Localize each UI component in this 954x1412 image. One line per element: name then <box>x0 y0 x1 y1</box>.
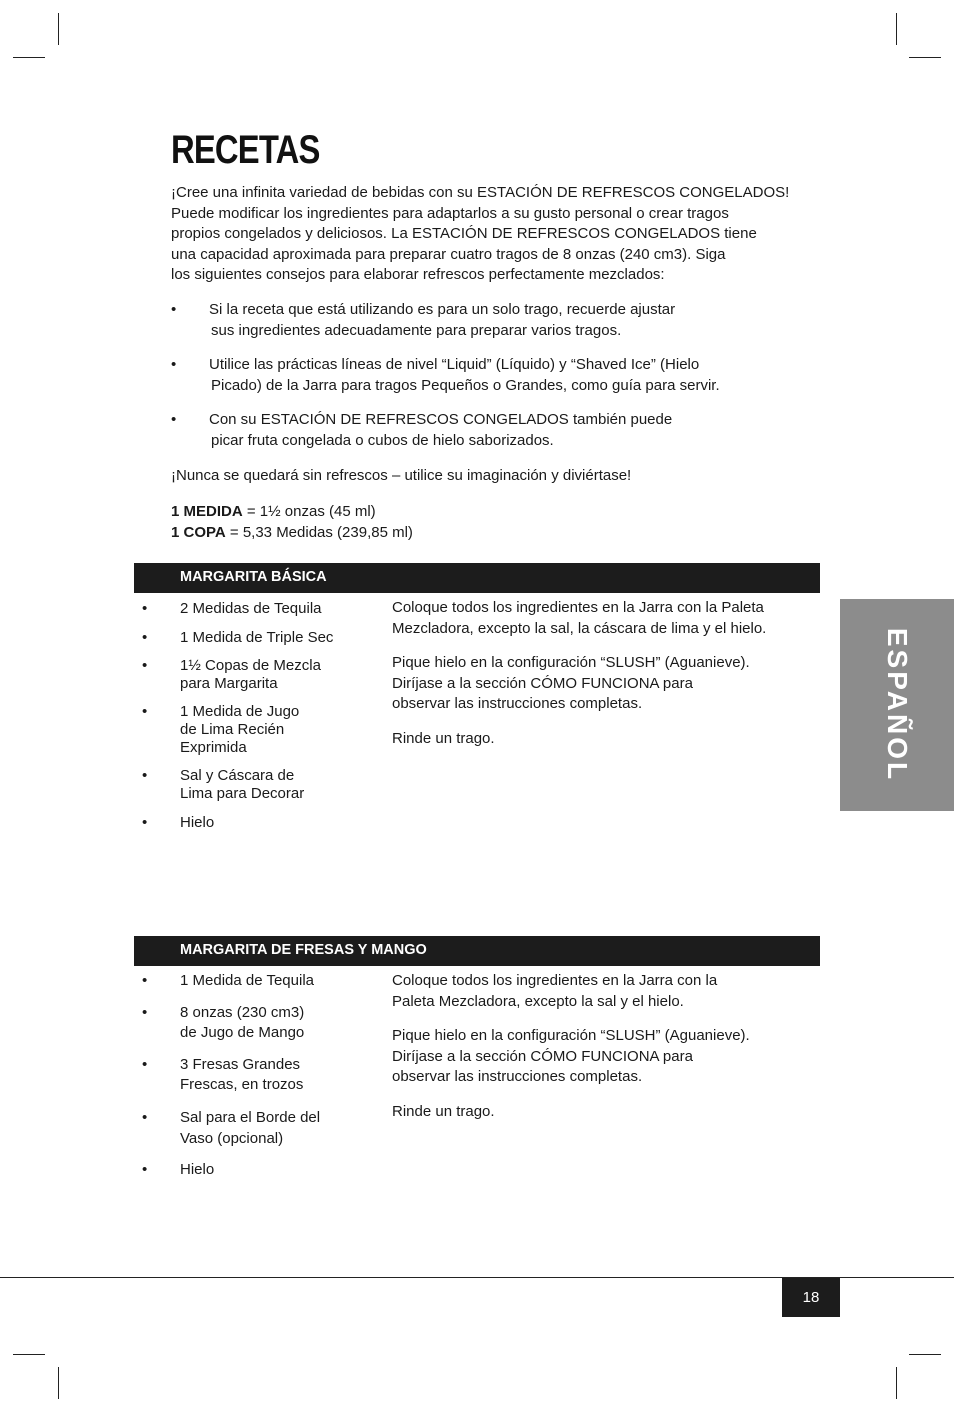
language-tab <box>840 599 954 811</box>
ingredient-list <box>142 972 372 1179</box>
measure-label: 1 COPA <box>171 524 226 541</box>
instruction-line: observar las instrucciones completas. <box>392 695 643 712</box>
ingredient-line: Lima para Decorar <box>180 785 305 802</box>
bullet: • <box>142 1004 148 1021</box>
ingredient-line: de Lima Recién <box>180 721 285 738</box>
ingredient-line: Hielo <box>180 814 215 831</box>
ingredient-line: de Jugo de Mango <box>180 1024 305 1041</box>
instruction-paragraph <box>392 653 792 715</box>
ingredient-line: para Margarita <box>180 675 278 692</box>
ingredient-line: 8 onzas (230 cm3) <box>180 1004 305 1021</box>
crop-mark <box>13 1354 45 1355</box>
instruction-paragraph <box>392 971 792 1012</box>
crop-mark <box>13 57 45 58</box>
instruction-paragraph <box>392 1026 792 1088</box>
instruction-line: Pique hielo en la configuración “SLUSH” (Aguanieve). <box>392 1027 750 1044</box>
tip-line: Si la receta que está utilizando es para un solo trago, recuerde ajustar <box>209 301 676 318</box>
bullet: • <box>171 356 177 373</box>
bullet: • <box>142 657 148 674</box>
instruction-paragraph <box>392 1102 792 1123</box>
crop-mark <box>909 1354 941 1355</box>
measure-value: = 5,33 Medidas (239,85 ml) <box>225 524 413 541</box>
bullet: • <box>142 600 148 617</box>
bullet: • <box>142 1056 148 1073</box>
crop-mark <box>58 1367 59 1399</box>
instruction-line: Rinde un trago. <box>392 729 495 747</box>
bullet: • <box>171 301 177 318</box>
ingredient-line: 2 Medidas de Tequila <box>180 600 322 617</box>
recipe-title: MARGARITA BÁSICA <box>180 569 327 585</box>
tip-item <box>171 300 771 341</box>
intro-line: una capacidad aproximada para preparar cuatro tragos de 8 onzas (240 cm3). Siga <box>171 245 726 263</box>
ingredient-line: 1 Medida de Triple Sec <box>180 629 334 646</box>
intro-line: los siguientes consejos para elaborar refrescos perfectamente mezclados: <box>171 266 665 283</box>
list-item <box>142 972 372 990</box>
measure-row <box>171 522 413 543</box>
bullet: • <box>142 629 148 646</box>
tip-line: picar fruta congelada o cubos de hielo saborizados. <box>211 431 554 449</box>
recipe-title: MARGARITA DE FRESAS Y MANGO <box>180 942 427 958</box>
bullet: • <box>142 814 148 831</box>
tip-line: sus ingredientes adecuadamente para preparar varios tragos. <box>211 321 622 339</box>
ingredient-line: 1 Medida de Tequila <box>180 972 314 989</box>
list-item <box>142 1161 372 1179</box>
intro-line: Puede modificar los ingredientes para adaptarlos a su gusto personal o crear tragos <box>171 204 729 222</box>
bullet: • <box>142 1161 148 1178</box>
ingredient-line: Sal para el Borde del <box>180 1109 321 1126</box>
crop-mark <box>896 13 897 45</box>
crop-mark <box>58 13 59 45</box>
recipe-header <box>134 563 820 593</box>
instruction-line: Coloque todos los ingredientes en la Jarra con la <box>392 972 718 989</box>
instruction-line: Rinde un trago. <box>392 1102 495 1120</box>
language-tab-label: ESPAÑOL <box>882 627 913 783</box>
list-item <box>142 814 372 832</box>
ingredient-line: Frescas, en trozos <box>180 1076 304 1093</box>
list-item <box>142 1107 372 1149</box>
measure-label: 1 MEDIDA <box>171 503 243 520</box>
crop-mark <box>896 1367 897 1399</box>
bullet: • <box>171 411 177 428</box>
ingredient-line: 1½ Copas de Mezcla <box>180 657 321 674</box>
ingredient-list <box>142 600 372 832</box>
list-item <box>142 703 372 757</box>
list-item <box>142 1055 372 1095</box>
instruction-line: Pique hielo en la configuración “SLUSH” (Aguanieve). <box>392 654 750 671</box>
tip-item <box>171 410 771 451</box>
instruction-line: Paleta Mezcladora, excepto la sal y el hielo. <box>392 992 684 1010</box>
ingredient-line: 3 Fresas Grandes <box>180 1056 301 1073</box>
ingredient-line: Hielo <box>180 1161 215 1178</box>
bullet: • <box>142 767 148 784</box>
closing-line: ¡Nunca se quedará sin refrescos – utilice su imaginación y diviértase! <box>171 467 632 484</box>
list-item <box>142 767 372 803</box>
instruction-paragraph <box>392 598 792 639</box>
intro-line: propios congelados y deliciosos. La ESTACIÓN DE REFRESCOS CONGELADOS tiene <box>171 225 757 242</box>
recipe-instructions <box>392 971 792 1136</box>
list-item <box>142 657 372 693</box>
intro-paragraph <box>171 183 791 286</box>
list-item <box>142 600 372 618</box>
ingredient-line: Sal y Cáscara de <box>180 767 295 784</box>
tip-line: Picado) de la Jarra para tragos Pequeños o Grandes, como guía para servir. <box>211 376 720 394</box>
list-item <box>142 629 372 647</box>
ingredient-line: Exprimida <box>180 739 247 756</box>
instruction-line: Mezcladora, excepto la sal, la cáscara de lima y el hielo. <box>392 619 767 637</box>
intro-line: ¡Cree una infinita variedad de bebidas con su ESTACIÓN DE REFRESCOS CONGELADOS! <box>171 184 790 201</box>
instruction-line: observar las instrucciones completas. <box>392 1068 643 1085</box>
page-title: RECETAS <box>171 128 320 172</box>
tips-list <box>171 300 771 465</box>
instruction-line: Coloque todos los ingredientes en la Jarra con la Paleta <box>392 599 764 616</box>
bullet: • <box>142 703 148 720</box>
tip-item <box>171 355 771 396</box>
measure-row <box>171 501 413 522</box>
bullet: • <box>142 972 148 989</box>
recipe-header <box>134 936 820 966</box>
page-number: 18 <box>782 1278 840 1317</box>
recipe-instructions <box>392 598 792 763</box>
crop-mark <box>909 57 941 58</box>
measures <box>171 501 413 543</box>
instruction-line: Diríjase a la sección CÓMO FUNCIONA para <box>392 1047 693 1065</box>
ingredient-line: Vaso (opcional) <box>180 1130 284 1147</box>
list-item <box>142 1003 372 1043</box>
instruction-paragraph <box>392 729 792 750</box>
ingredient-line: 1 Medida de Jugo <box>180 703 300 720</box>
tip-line: Con su ESTACIÓN DE REFRESCOS CONGELADOS también puede <box>209 411 673 428</box>
bullet: • <box>142 1109 148 1126</box>
instruction-line: Diríjase a la sección CÓMO FUNCIONA para <box>392 674 693 692</box>
measure-value: = 1½ onzas (45 ml) <box>242 503 376 520</box>
tip-line: Utilice las prácticas líneas de nivel “Liquid” (Líquido) y “Shaved Ice” (Hielo <box>209 356 700 373</box>
